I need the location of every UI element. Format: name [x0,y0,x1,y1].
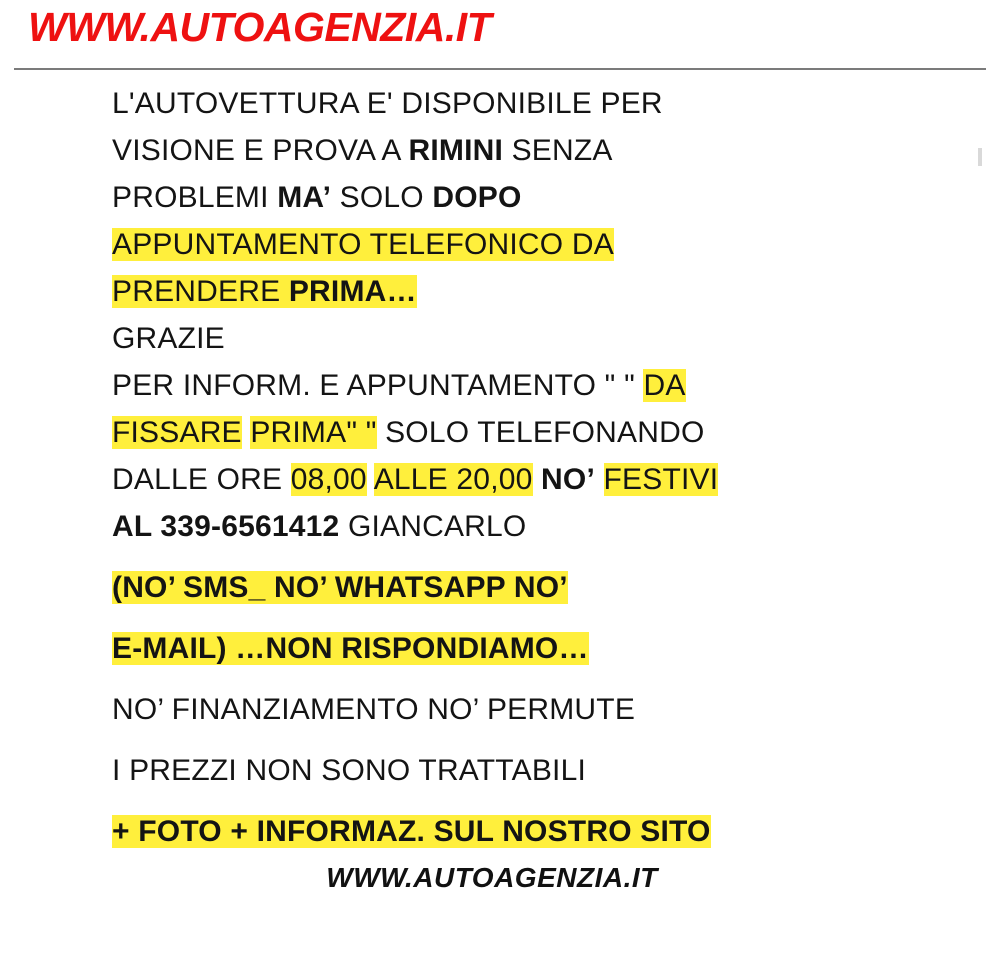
advert-text-segment: DOPO [432,181,522,214]
advert-text-segment: (NO’ SMS_ NO’ WHATSAPP NO’ [112,571,568,604]
advert-text-segment: GIANCARLO [339,510,527,543]
advert-text-segment: NO’ [541,463,595,496]
advert-line [112,456,942,503]
advert-line [112,268,942,315]
scan-artifact [978,148,982,166]
advert-text-segment: PER INFORM. E APPUNTAMENTO " " [112,369,644,402]
advert-text-segment: SENZA [503,134,613,167]
advert-text-segment [533,463,542,496]
advert-body-text [112,80,942,855]
site-banner-title: WWW.AUTOAGENZIA.IT [28,4,492,50]
advert-line [112,174,942,221]
advert-text-segment: PRIMA… [288,275,417,308]
advert-text-segment: DA [643,369,686,402]
footer-site-url: WWW.AUTOAGENZIA.IT [326,862,658,893]
advert-text-segment: SOLO TELEFONANDO [376,416,705,449]
advert-text-segment: APPUNTAMENTO TELEFONICO DA [112,228,614,261]
advert-text-segment: E-MAIL) …NON RISPONDIAMO… [112,632,589,665]
advert-text-segment: PRIMA" " [250,416,377,449]
advert-line [112,808,942,855]
advert-line [112,80,942,127]
advert-text-segment: RIMINI [408,134,504,167]
advert-text-segment: SOLO [331,181,433,214]
advert-text-segment: DALLE ORE [112,463,291,496]
advert-line [112,362,942,409]
advert-text-segment: GRAZIE [112,322,225,355]
advert-line [112,127,942,174]
advert-text-segment: + FOTO + INFORMAZ. SUL NOSTRO SITO [112,815,711,848]
advert-text-segment: L'AUTOVETTURA E' DISPONIBILE PER [112,87,663,120]
advert-text-segment: FISSARE [112,416,242,449]
advert-line [112,686,942,733]
horizontal-divider [14,68,986,70]
advert-text-segment: FESTIVI [603,463,719,496]
advert-text-segment: PRENDERE [112,275,289,308]
advert-line [112,221,942,268]
advert-line [112,409,942,456]
advert-text-segment: ALLE 20,00 [373,463,533,496]
advert-text-segment [595,463,604,496]
advert-text-segment: NO’ FINANZIAMENTO NO’ PERMUTE [112,693,636,726]
advert-line [112,503,942,550]
advert-text-segment: I PREZZI NON SONO TRATTABILI [112,754,586,787]
advert-line [112,564,942,611]
advert-line [112,747,942,794]
advert-line [112,315,942,362]
advert-text-segment: VISIONE E PROVA A [112,134,409,167]
advert-text-segment: 08,00 [290,463,367,496]
advert-text-segment: MA’ [277,181,332,214]
advert-text-segment [367,463,374,496]
advert-text-segment: PROBLEMI [112,181,278,214]
header-banner [0,0,1000,60]
advert-line [112,625,942,672]
advert-text-segment: AL 339-6561412 [112,510,340,543]
